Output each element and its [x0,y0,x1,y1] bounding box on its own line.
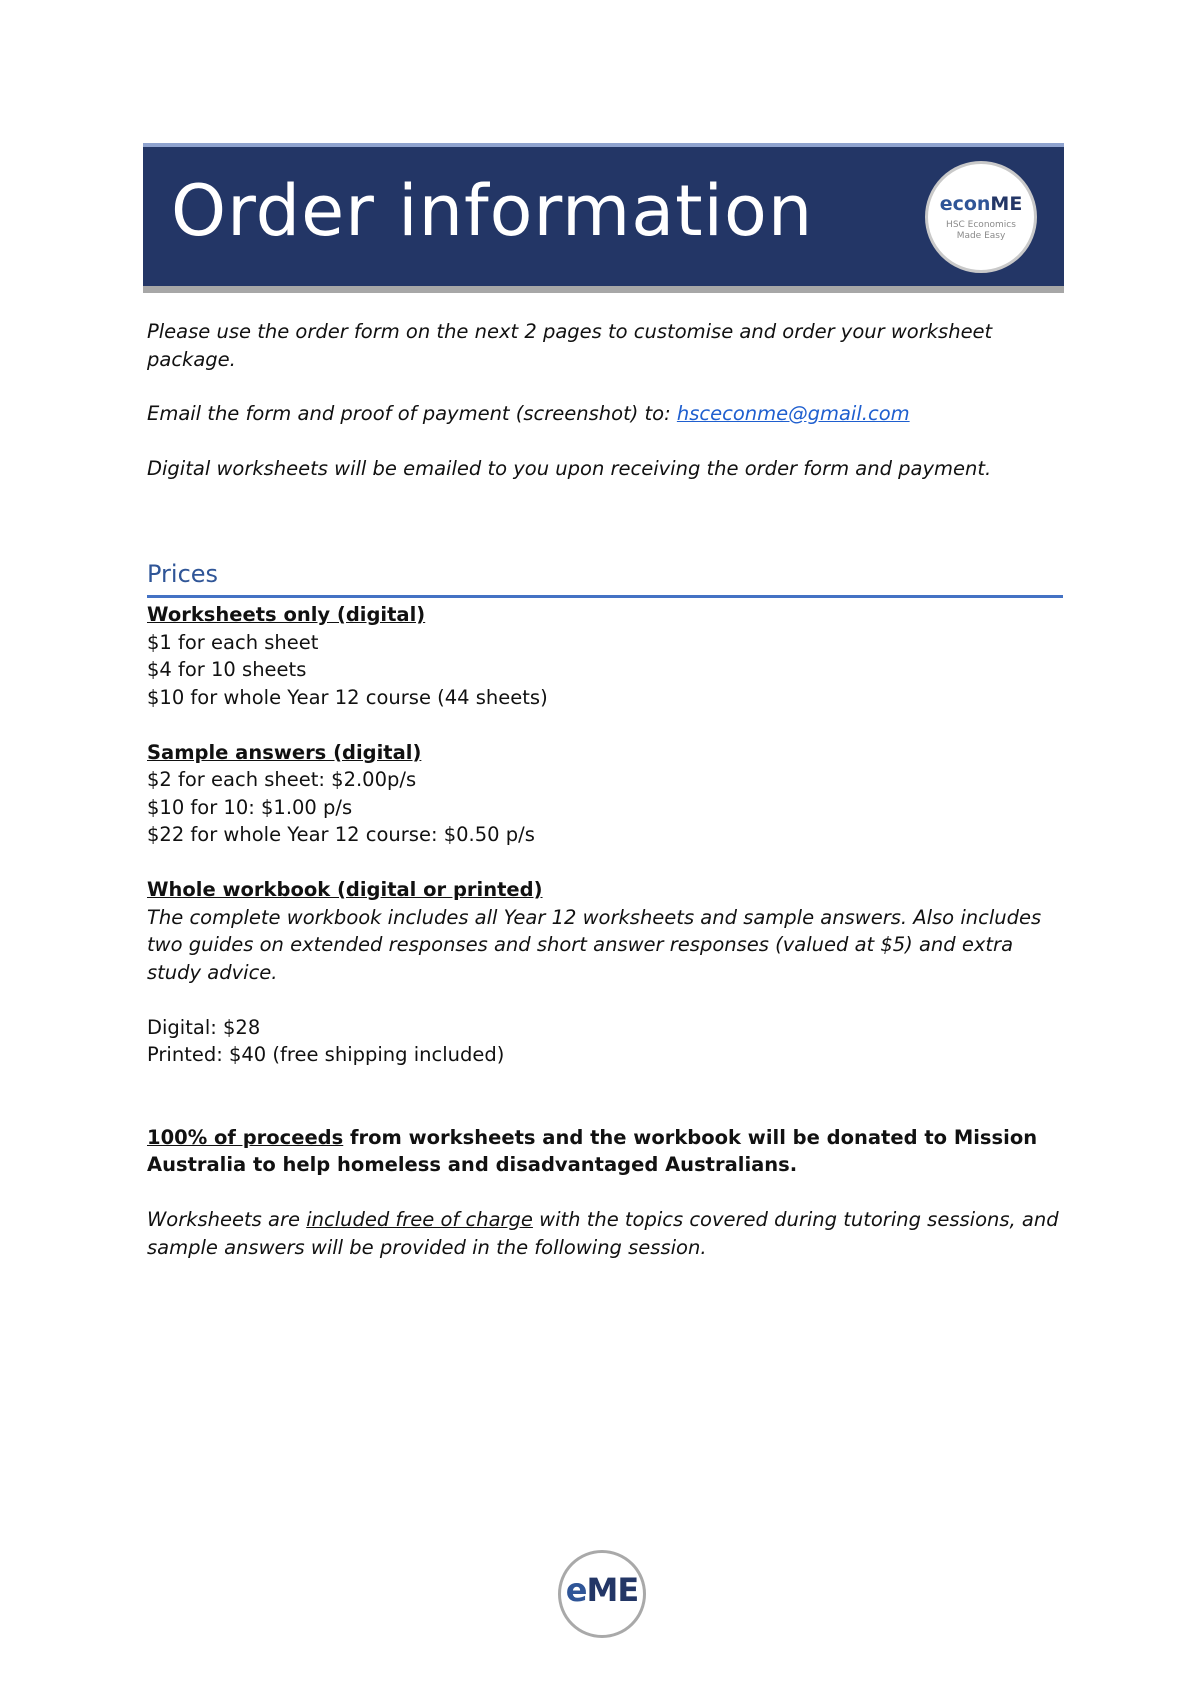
sample-answers-price-line: $22 for whole Year 12 course: $0.50 p/s [147,823,535,846]
worksheets-price-line: $10 for whole Year 12 course (44 sheets) [147,685,548,709]
intro-paragraph-email [147,400,1062,428]
footer-logo-e: e [565,1571,587,1609]
footer-logo [558,1550,646,1638]
donation-emphasis: 100% of proceeds [147,1125,344,1149]
sample-answers-price-line: $10 for 10: $1.00 p/s [147,795,353,819]
intro-paragraph-delivery: Digital worksheets will be emailed to you upon receiving the order form and payment. [147,456,992,480]
whole-workbook-block [147,876,1062,986]
logo-wordmark [928,195,1034,214]
logo-subtitle [928,220,1034,243]
email-instruction-text: Email the form and proof of payment (screenshot) to: [147,402,677,425]
worksheets-price-line: $1 for each sheet [147,630,319,654]
workbook-prices-block [147,1014,1062,1069]
worksheets-price-line: $4 for 10 sheets [147,658,307,681]
logo-word-suffix: ME [990,193,1023,215]
whole-workbook-title: Whole workbook (digital or printed) [147,878,543,901]
sample-answers-price-line: $2 for each sheet: $2.00p/s [147,768,417,791]
logo-subtitle-line1: HSC Economics [946,220,1016,230]
prices-section [147,601,1062,1261]
donation-text: from worksheets and the workbook will be donated to Mission Australia to help homeless and disadvantaged Australians. [147,1125,1038,1176]
logo-word-prefix: econ [939,193,991,215]
prices-heading: Prices [147,558,1063,598]
intro-section [147,318,1062,509]
email-link[interactable]: hsceconme@gmail.com [676,402,910,425]
tutoring-statement [147,1206,1062,1261]
tutoring-prefix: Worksheets are [147,1208,307,1231]
worksheets-only-title: Worksheets only (digital) [147,603,426,626]
workbook-digital-price: Digital: $28 [147,1015,261,1039]
sample-answers-block [147,739,1062,849]
footer-logo-mark [561,1571,643,1609]
logo-subtitle-line2: Made Easy [956,231,1006,242]
workbook-printed-price: Printed: $40 (free shipping included) [147,1043,505,1066]
sample-answers-title: Sample answers (digital) [147,740,422,764]
header-banner [143,143,1064,293]
worksheets-only-block [147,601,1062,711]
tutoring-emphasis: included free of charge [306,1208,533,1231]
donation-statement [147,1124,1062,1179]
tutoring-text: with the topics covered during tutoring sessions, and sample answers will be provided in the following session. [147,1208,1059,1259]
footer-logo-me: ME [586,1571,639,1609]
whole-workbook-description: The complete workbook includes all Year 12 worksheets and sample answers. Also includes two guides on extended responses and short answer responses (valued at $5) and extra study advice. [147,905,1042,984]
intro-paragraph-order-form: Please use the order form on the next 2 pages to customise and order your worksheet package. [147,320,993,371]
econme-logo [925,161,1037,273]
page-title: Order information [171,170,814,252]
